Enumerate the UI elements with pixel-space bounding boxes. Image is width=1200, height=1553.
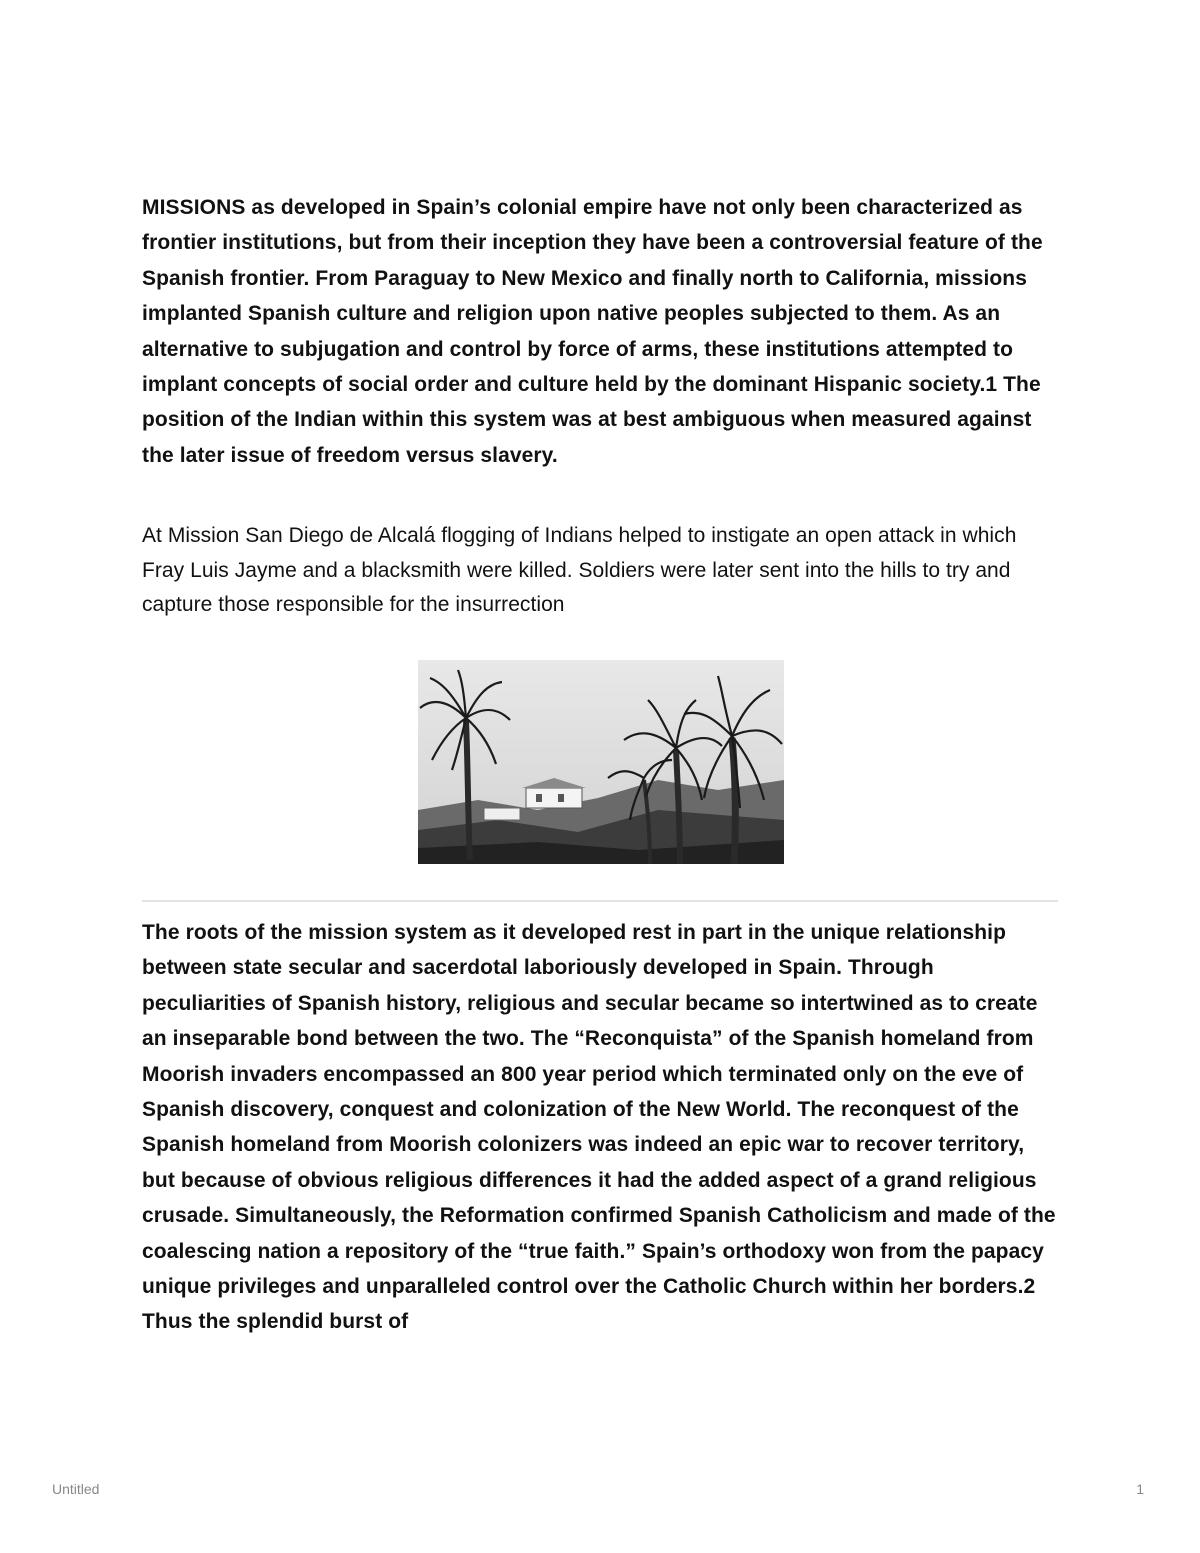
mission-photo-illustration [418, 660, 784, 864]
paragraph-text: The roots of the mission system as it developed rest in part in the unique relationship between state secular and sacerdotal laboriously developed in Spain. Through peculiarities of Spanish history, religious and secular became so intertwined as to create an inseparable bond between the two. The “Reconquista” of the Spanish homeland from Moorish invaders encompassed an 800 year period which terminated only on the eve of Spanish discovery, conquest and colonization of the New World. The reconquest of the Spanish homeland from Moorish colonizers was indeed an epic war to recover territory, but because of obvious religious differences it had the added aspect of a grand religious crusade. Simultaneously, the Reformation confirmed Spanish Catholicism and made of the coalescing nation a repository of the “true faith.” Spain’s orthodoxy won from the papacy unique privileges and unparalleled control over the Catholic Church within her borders.2 Thus the splendid burst of [142, 921, 1056, 1334]
section-divider [142, 900, 1058, 902]
paragraph-text: MISSIONS as developed in Spain’s colonial empire have not only been characterized as frontier institutions, but from their inception they have been a controversial feature of the Spanish frontier. From Paraguay to New Mexico and finally north to California, missions implanted Spanish culture and religion upon native peoples subjected to them. As an alternative to subjugation and control by force of arms, these institutions attempted to implant concepts of social order and culture held by the dominant Hispanic society.1 The position of the Indian within this system was at best ambiguous when measured against the later issue of freedom versus slavery. [142, 196, 1043, 467]
footer-page-number: 1 [1136, 1481, 1144, 1497]
footer-title: Untitled [52, 1481, 100, 1497]
paragraph-text: At Mission San Diego de Alcalá flogging of Indians helped to instigate an open attack in which Fray Luis Jayme and a blacksmith were killed. Soldiers were later sent into the hills to try and capture those responsible for the insurrection [142, 524, 1017, 616]
paragraph-mission-roots [142, 915, 1058, 1340]
paragraph-missions-intro [142, 190, 1058, 473]
paragraph-san-diego [142, 519, 1058, 623]
mission-photo [418, 660, 784, 864]
